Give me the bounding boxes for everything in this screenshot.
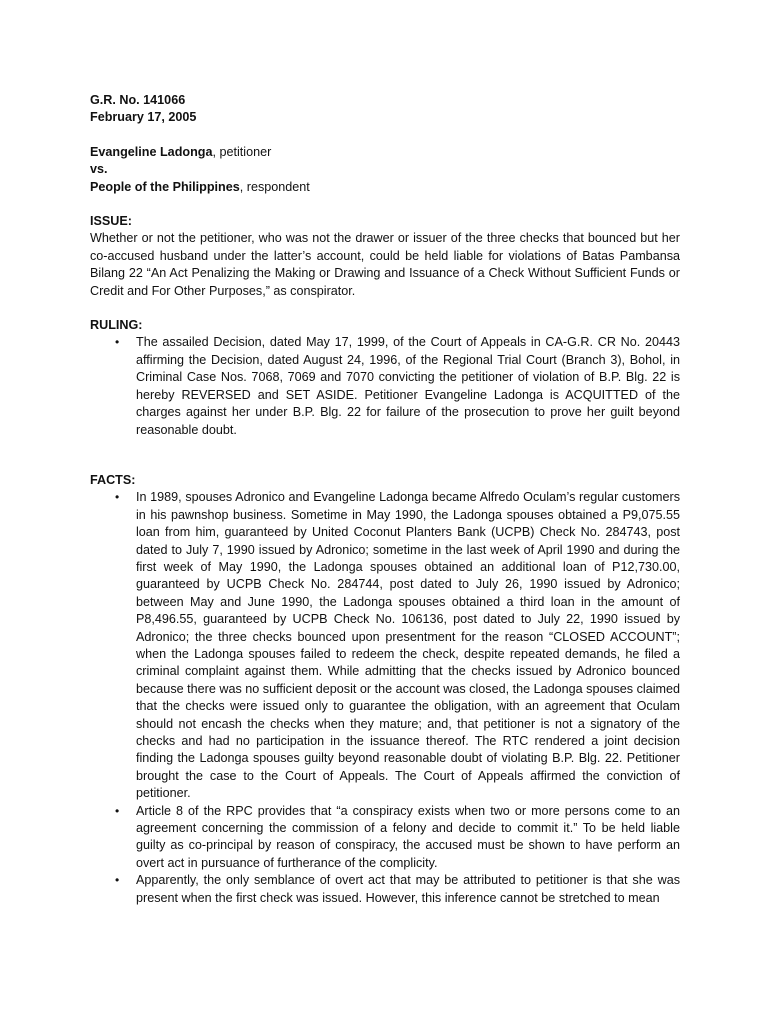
facts-bullet [90, 803, 680, 873]
case-number: G.R. No. 141066 [90, 93, 186, 107]
ruling-bullet [90, 334, 680, 438]
bullet-glyph: • [115, 873, 120, 888]
respondent-name: People of the Philippines [90, 179, 240, 194]
case-date: February 17, 2005 [90, 110, 197, 125]
petitioner-name: Evangeline Ladonga [90, 144, 213, 159]
issue-heading: ISSUE: [90, 214, 132, 229]
respondent-line [90, 179, 680, 196]
respondent-role: , respondent [239, 179, 310, 194]
spacer [90, 127, 680, 144]
ruling-heading: RULING: [90, 318, 143, 333]
facts-text: In 1989, spouses Adronico and Evangeline Ladonga became Alfredo Oculam’s regular customers in his pawnshop business. Sometime in May 1990, the Ladonga spouses obtained a P9,075.55 loan from him, guaranteed by United Coconut Planters Bank (UCPB) Check No. 284743, post dated to July 7, 1990 issued by Adronico; sometime in the last week of April 1990 and during the first week of May 1990, the Ladonga spouses obtained an additional loan of P12,730.00, guaranteed by UCPB Check No. 284744, post dated to July 26, 1990 issued by Adronico; between May and June 1990, the Ladonga spouses obtained a third loan in the amount of P8,496.55, guaranteed by UCPB Check No. 106136, post dated to July 22, 1990 issued by Adronico; the three checks bounced upon presentment for the reason “CLOSED ACCOUNT”; when the Ladonga spouses failed to redeem the check, despite repeated demands, he filed a criminal complaint against them. While admitting that the checks issued by Adronico bounced because there was no sufficient deposit or the account was closed, the Ladonga spouses claimed that the checks were issued only to guarantee the obligation, with an agreement that Oculam should not encash the checks when they mature; and, that petitioner is not a signatory of the checks and had no participation in the issuance thereof. The RTC rendered a joint decision finding the Ladonga spouses guilty beyond reasonable doubt of violating B.P. Blg. 22. Petitioner brought the case to the Court of Appeals. The Court of Appeals affirmed the conviction of petitioner. [136, 490, 680, 801]
facts-text: Apparently, the only semblance of overt act that may be attributed to petitioner is that she was present when the first check was issued. However, this inference cannot be stretched to mean [136, 873, 680, 905]
spacer [90, 439, 680, 472]
facts-bullet [90, 489, 680, 802]
versus-label: vs. [90, 162, 108, 177]
facts-text: Article 8 of the RPC provides that “a conspiracy exists when two or more persons come to an agreement concerning the commission of a felony and decide to commit it.” To be held liable guilty as co-principal by reason of conspiracy, the accused must be shown to have perform an overt act in pursuance of furtherance of the complicity. [136, 803, 680, 870]
facts-heading: FACTS: [90, 472, 136, 487]
ruling-text: The assailed Decision, dated May 17, 1999, of the Court of Appeals in CA-G.R. CR No. 20443 affirming the Decision, dated August 24, 1996, of the Regional Trial Court (Branch 3), Bohol, in Criminal Case Nos. 7068, 7069 and 7070 convicting the petitioner of violation of B.P. Blg. 22 is hereby REVERSED and SET ASIDE. Petitioner Evangeline Ladonga is ACQUITTED of the charges against her under B.P. Blg. 22 for failure of the prosecution to prove her guilt beyond reasonable doubt. [136, 335, 680, 437]
issue-text: Whether or not the petitioner, who was not the drawer or issuer of the three checks that bounced but her co-accused husband under the latter’s account, could be held liable for violations of Batas Pambansa Bilang 22 “An Act Penalizing the Making or Drawing and Issuance of a Check Without Sufficient Funds or Credit and For Other Purposes,” as conspirator. [90, 231, 680, 298]
petitioner-role: , petitioner [212, 144, 272, 159]
spacer [90, 300, 680, 317]
document-page [90, 92, 680, 907]
spacer [90, 196, 680, 213]
bullet-glyph: • [115, 490, 120, 505]
petitioner-line [90, 144, 680, 161]
bullet-glyph: • [115, 803, 120, 818]
facts-list [90, 489, 680, 907]
ruling-list [90, 334, 680, 438]
bullet-glyph: • [115, 335, 120, 350]
facts-bullet [90, 872, 680, 907]
